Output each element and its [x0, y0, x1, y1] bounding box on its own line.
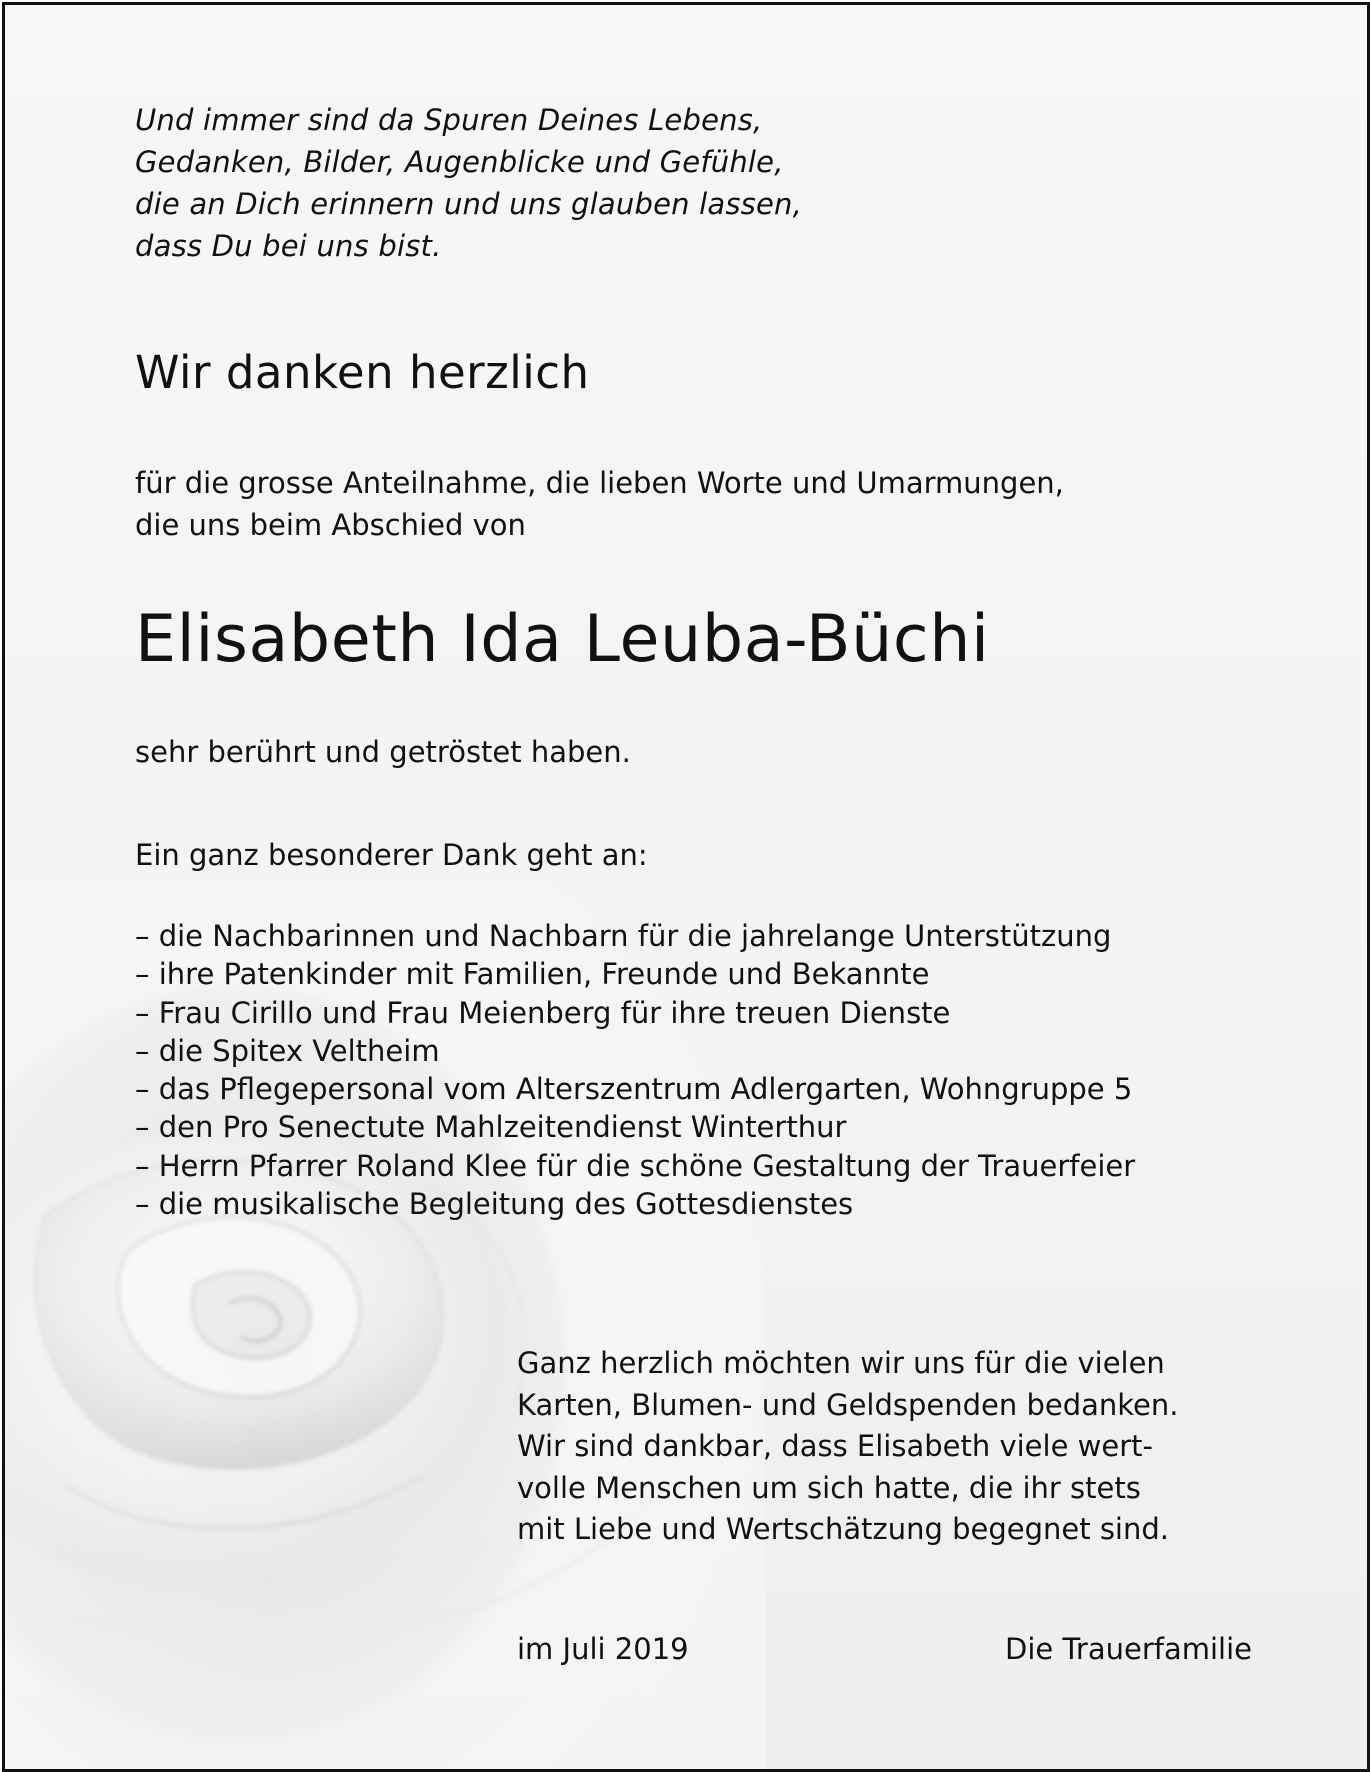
list-item: – die Nachbarinnen und Nachbarn für die jahrelange Unterstützung	[135, 919, 1112, 953]
thanks-list	[135, 917, 1135, 1223]
closing-line: Wir sind dankbar, dass Elisabeth viele wert-	[517, 1429, 1153, 1463]
intro-line: die uns beim Abschied von	[135, 508, 526, 542]
after-name-text: sehr berührt und getröstet haben.	[135, 735, 631, 769]
memorial-poem	[135, 99, 802, 267]
list-item: – Frau Cirillo und Frau Meienberg für ihre treuen Dienste	[135, 995, 951, 1030]
intro-line: für die grosse Anteilnahme, die lieben Worte und Umarmungen,	[135, 466, 1064, 500]
list-item: – Herrn Pfarrer Roland Klee für die schöne Gestaltung der Trauerfeier	[135, 1148, 1136, 1183]
signature: Die Trauerfamilie	[1005, 1632, 1252, 1666]
poem-line: Und immer sind da Spuren Deines Lebens,	[135, 103, 763, 137]
closing-line: volle Menschen um sich hatte, die ihr stets	[517, 1470, 1141, 1505]
poem-line: dass Du bei uns bist.	[135, 229, 442, 263]
notice-content	[5, 5, 1367, 1769]
list-item: – ihre Patenkinder mit Familien, Freunde und Bekannte	[135, 957, 930, 992]
special-thanks-intro: Ein ganz besonderer Dank geht an:	[135, 838, 648, 872]
poem-line: Gedanken, Bilder, Augenblicke und Gefühle,	[135, 145, 784, 179]
list-item: – den Pro Senectute Mahlzeitendienst Winterthur	[135, 1110, 847, 1145]
list-item: – die musikalische Begleitung des Gottesdienstes	[135, 1187, 854, 1222]
closing-paragraph	[517, 1343, 1178, 1551]
closing-line: Ganz herzlich möchten wir uns für die vielen	[517, 1346, 1165, 1380]
notice-date: im Juli 2019	[517, 1632, 689, 1666]
thanks-heading: Wir danken herzlich	[135, 346, 590, 399]
closing-line: mit Liebe und Wertschätzung begegnet sind.	[517, 1512, 1169, 1546]
closing-line: Karten, Blumen- und Geldspenden bedanken.	[517, 1387, 1179, 1422]
intro-text	[135, 462, 1064, 546]
obituary-notice	[2, 2, 1370, 1772]
poem-line: die an Dich erinnern und uns glauben lassen,	[135, 187, 802, 221]
deceased-name: Elisabeth Ida Leuba-Büchi	[135, 602, 990, 677]
list-item: – die Spitex Veltheim	[135, 1033, 440, 1068]
list-item: – das Pflegepersonal vom Alterszentrum Adlergarten, Wohngruppe 5	[135, 1072, 1133, 1107]
